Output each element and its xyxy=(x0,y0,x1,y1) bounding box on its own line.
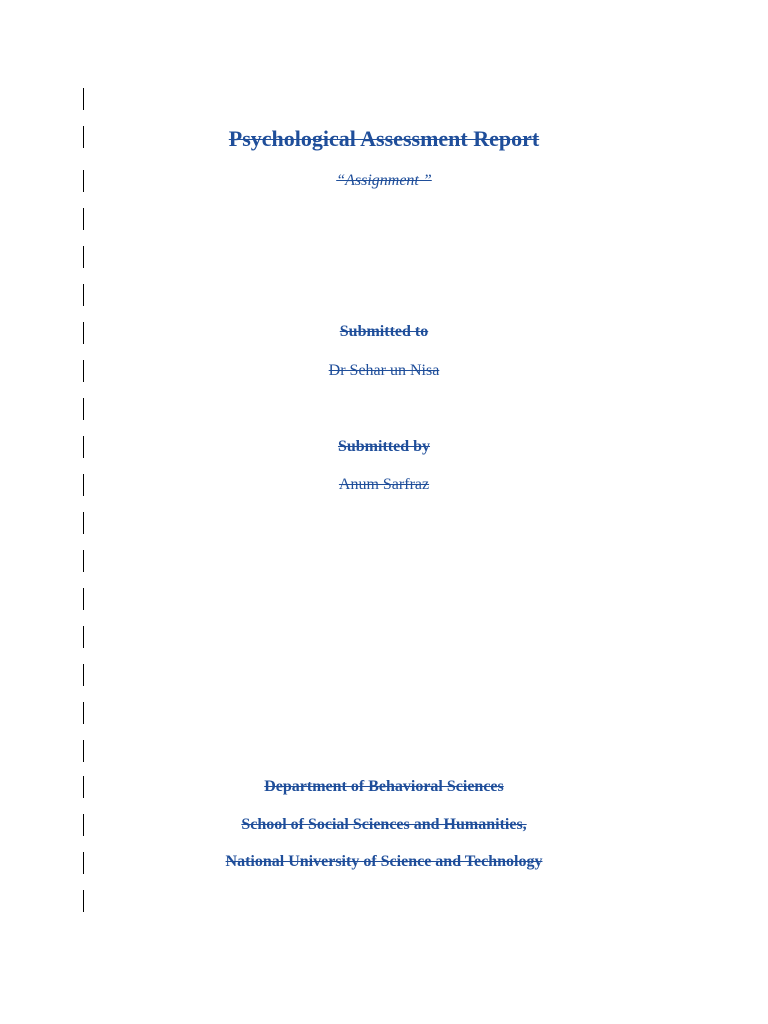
change-bar xyxy=(83,588,84,610)
change-bar xyxy=(83,702,84,724)
report-title: Psychological Assessment Report xyxy=(228,126,540,151)
change-bar xyxy=(83,776,84,798)
department-name: Department of Behavioral Sciences xyxy=(264,778,504,795)
change-bar xyxy=(83,170,84,192)
change-bar xyxy=(83,512,84,534)
change-bar xyxy=(83,126,84,148)
change-bar xyxy=(83,398,84,420)
change-bar xyxy=(83,88,84,110)
change-bar xyxy=(83,360,84,382)
change-bar xyxy=(83,474,84,496)
school-name: School of Social Sciences and Humanities, xyxy=(241,816,527,833)
change-bar xyxy=(83,208,84,230)
submitted-by-name: Anum Sarfraz xyxy=(338,476,430,493)
change-bar xyxy=(83,814,84,836)
change-bar xyxy=(83,284,84,306)
submitted-to-name: Dr Sehar un Nisa xyxy=(328,362,440,379)
change-bar xyxy=(83,436,84,458)
change-bar xyxy=(83,890,84,912)
change-bar xyxy=(83,664,84,686)
report-subtitle: “Assignment ” xyxy=(336,172,432,189)
change-bar xyxy=(83,246,84,268)
change-bar xyxy=(83,740,84,762)
change-bar xyxy=(83,322,84,344)
change-bar xyxy=(83,626,84,648)
university-name: National University of Science and Technology xyxy=(225,853,543,870)
submitted-to-label: Submitted to xyxy=(339,323,429,340)
submitted-by-label: Submitted by xyxy=(337,438,431,455)
change-bar xyxy=(83,550,84,572)
change-bar xyxy=(83,852,84,874)
